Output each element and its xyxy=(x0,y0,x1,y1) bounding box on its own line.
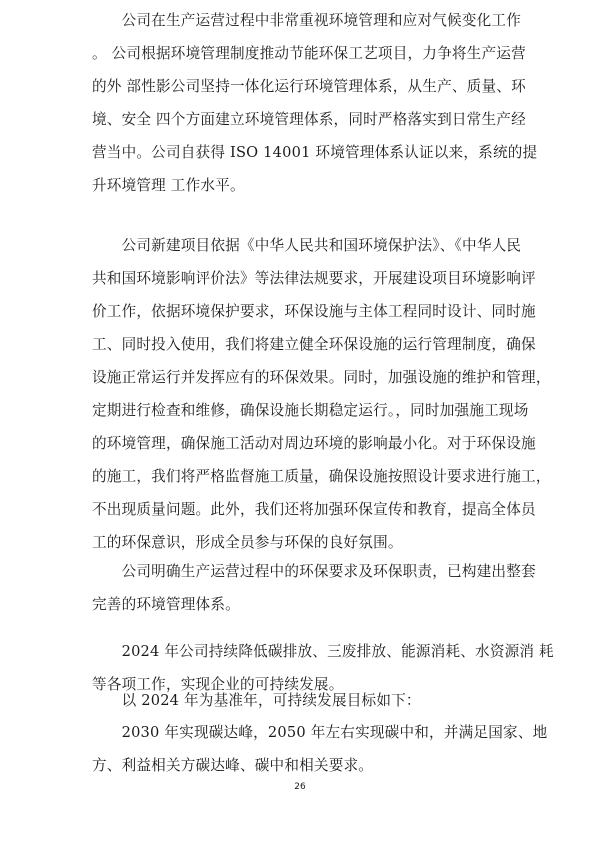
text-line: 等各项工作，实现企业的可持续发展。 xyxy=(92,676,344,693)
text-line: 方、利益相关方碳达峰、碳中和相关要求。 xyxy=(92,757,374,774)
text-line: 的环境管理，确保施工活动对周边环境的影响最小化。对于环保设施 xyxy=(92,435,536,452)
text-line: 完善的环境管理体系。 xyxy=(92,596,240,613)
paragraph-carbon-targets xyxy=(92,716,548,782)
text-line: 公司在生产运营过程中非常重视环境管理和应对气候变化工作 xyxy=(92,12,522,29)
text-line: 共和国环境影响评价法》等法律法规要求，开展建设项目环境影响评 xyxy=(92,270,536,287)
text-line: 工、同时投入使用，我们将建立健全环保设施的运行管理制度，确保 xyxy=(92,336,536,353)
text-line: 以 2024 年为基准年，可持续发展目标如下： xyxy=(92,692,421,709)
paragraph-responsibilities xyxy=(92,555,536,621)
paragraph-new-projects xyxy=(92,229,551,559)
text-line: 工的环保意识，形成全员参与环保的良好氛围。 xyxy=(92,534,403,551)
paragraph-baseline-year xyxy=(92,684,512,717)
text-line: 公司新建项目依据《中华人民共和国环境保护法》、《中华人民 xyxy=(92,237,522,254)
text-line: 。 公司根据环境管理制度推动节能环保工艺项目，力争将生产运营 xyxy=(92,45,526,62)
text-line: 营当中。公司自获得 ISO 14001 环境管理体系认证以来，系统的提 xyxy=(92,144,538,161)
text-line: 的施工，我们将严格监督施工质量，确保设施按照设计要求进行施工， xyxy=(92,468,551,485)
text-line: 的外 部性影公司坚持一体化运行环境管理体系，从生产、质量、环 xyxy=(92,78,526,95)
text-line: 境、安全 四个方面建立环境管理体系，同时严格落实到日常生产经 xyxy=(92,111,526,128)
text-line: 价工作，依据环境保护要求，环保设施与主体工程同时设计、同时施 xyxy=(92,303,536,320)
text-line: 公司明确生产运营过程中的环保要求及环保职责，已构建出整套 xyxy=(92,563,536,580)
text-line: 升环境管理 工作水平。 xyxy=(92,177,245,194)
text-line: 设施正常运行并发挥应有的环保效果。同时，加强设施的维护和管理， xyxy=(92,369,551,386)
paragraph-environmental-management xyxy=(92,4,538,202)
text-line: 定期进行检查和维修，确保设施长期稳定运行。，同时加强施工现场 xyxy=(92,402,529,419)
page-number: 26 xyxy=(294,782,306,792)
text-line: 不出现质量问题。此外，我们还将加强环保宣传和教育，提高全体员 xyxy=(92,501,536,518)
text-line: 2024 年公司持续降低碳排放、三废排放、能源消耗、水资源消 耗 xyxy=(92,643,554,660)
text-line: 2030 年实现碳达峰，2050 年左右实现碳中和，并满足国家、地 xyxy=(92,724,548,741)
